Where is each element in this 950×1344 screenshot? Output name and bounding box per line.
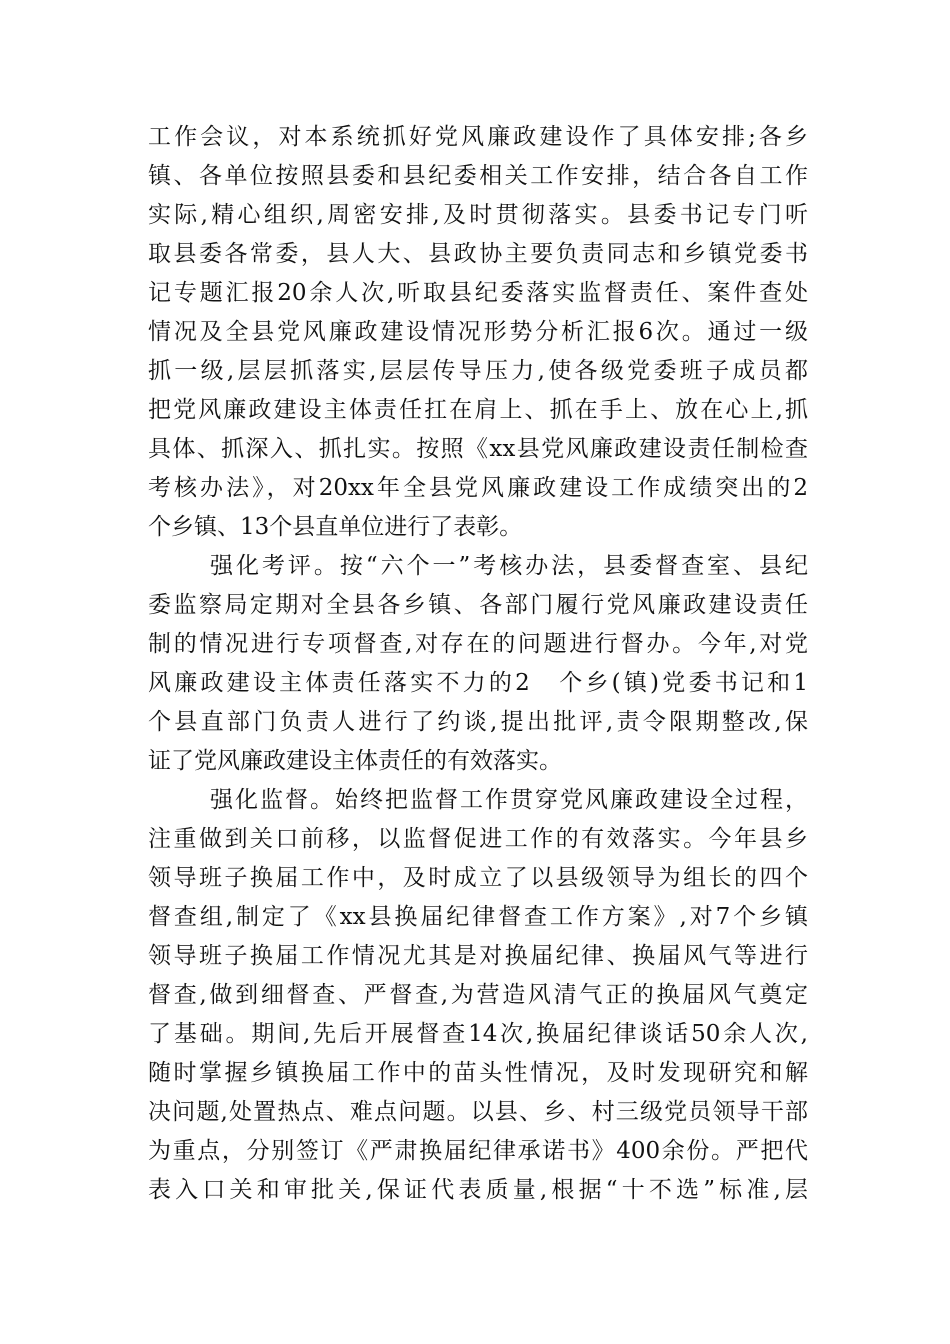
text-line: 具体、抓深入、抓扎实。按照《xx县党风廉政建设责任制检查: [148, 436, 808, 462]
text-line: 了基础。期间,先后开展督查14次,换届纪律谈话50余人次,: [148, 1021, 808, 1047]
text-line: 强化考评。按“六个一”考核办法，县委督查室、县纪: [210, 553, 808, 579]
text-line: 镇、各单位按照县委和县纪委相关工作安排，结合各自工作: [148, 163, 808, 189]
text-line: 决问题,处置热点、难点问题。以县、乡、村三级党员领导干部: [148, 1099, 808, 1125]
text-line: 实际,精心组织,周密安排,及时贯彻落实。县委书记专门听: [148, 202, 808, 228]
text-line: 风廉政建设主体责任落实不力的2 个乡(镇)党委书记和1: [148, 670, 808, 696]
text-line: 委监察局定期对全县各乡镇、各部门履行党风廉政建设责任: [148, 592, 808, 618]
paragraph-1: [148, 118, 808, 547]
paragraph-2: [148, 547, 808, 781]
text-line: 记专题汇报20余人次,听取县纪委落实监督责任、案件查处: [148, 280, 808, 306]
text-line: 督查,做到细督查、严督查,为营造风清气正的换届风气奠定: [148, 982, 808, 1008]
text-line: 个县直部门负责人进行了约谈,提出批评,责令限期整改,保: [148, 709, 808, 735]
text-line: 强化监督。始终把监督工作贯穿党风廉政建设全过程，: [210, 787, 808, 813]
text-line: 个乡镇、13个县直单位进行了表彰。: [148, 514, 523, 540]
document-body: [148, 118, 808, 1210]
text-line: 领导班子换届工作中，及时成立了以县级领导为组长的四个: [148, 865, 808, 891]
text-line: 抓一级,层层抓落实,层层传导压力,使各级党委班子成员都: [148, 358, 808, 384]
text-line: 表入口关和审批关,保证代表质量,根据“十不选”标准,层: [148, 1177, 808, 1203]
text-line: 考核办法》，对20xx年全县党风廉政建设工作成绩突出的2: [148, 475, 808, 501]
text-line: 制的情况进行专项督查,对存在的问题进行督办。今年,对党: [148, 631, 808, 657]
text-line: 督查组,制定了《xx县换届纪律督查工作方案》,对7个乡镇: [148, 904, 808, 930]
text-line: 随时掌握乡镇换届工作中的苗头性情况，及时发现研究和解: [148, 1060, 808, 1086]
text-line: 证了党风廉政建设主体责任的有效落实。: [148, 748, 562, 774]
text-line: 为重点，分别签订《严肃换届纪律承诺书》400余份。严把代: [148, 1138, 808, 1164]
text-line: 取县委各常委，县人大、县政协主要负责同志和乡镇党委书: [148, 241, 808, 267]
text-line: 领导班子换届工作情况尤其是对换届纪律、换届风气等进行: [148, 943, 808, 969]
text-line: 把党风廉政建设主体责任扛在肩上、抓在手上、放在心上,抓: [148, 397, 808, 423]
paragraph-3: [148, 781, 808, 1210]
text-line: 情况及全县党风廉政建设情况形势分析汇报6次。通过一级: [148, 319, 808, 345]
text-line: 工作会议，对本系统抓好党风廉政建设作了具体安排;各乡: [148, 124, 808, 150]
text-line: 注重做到关口前移，以监督促进工作的有效落实。今年县乡: [148, 826, 808, 852]
